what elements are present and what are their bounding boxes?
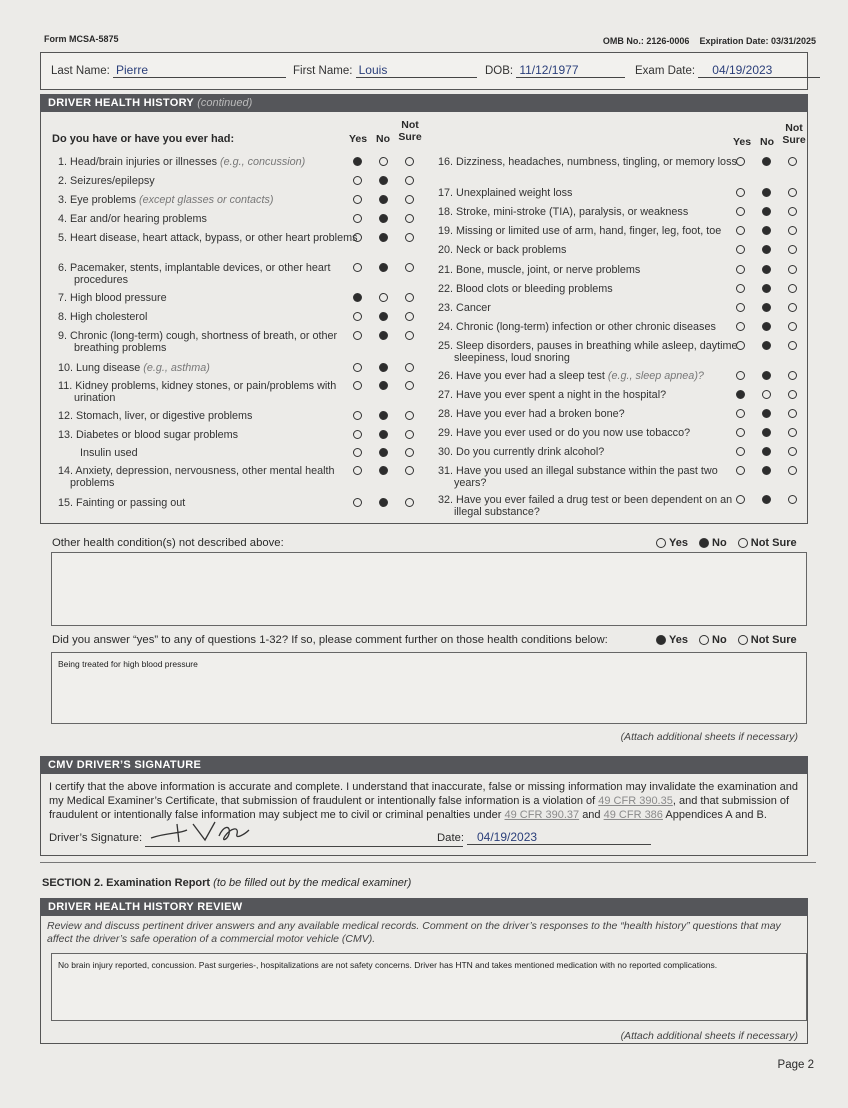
answer-notsure-radio[interactable] <box>405 448 414 457</box>
question-number: 9. <box>58 330 68 342</box>
cfr-390-35-link[interactable]: 49 CFR 390.35 <box>598 795 673 807</box>
answer-notsure-radio[interactable] <box>788 428 797 437</box>
signature-mark <box>149 820 259 846</box>
question-row <box>438 187 740 199</box>
answer-no-radio[interactable] <box>379 411 388 420</box>
question-row <box>58 292 356 304</box>
question-text: Heart disease, heart attack, bypass, or other heart problems <box>70 232 358 244</box>
answer-notsure-radio[interactable] <box>788 447 797 456</box>
answer-no-radio[interactable] <box>762 303 771 312</box>
answer-no-radio[interactable] <box>762 447 771 456</box>
question-text: Kidney problems, kidney stones, or pain/problems with urination <box>74 380 337 404</box>
answer-yes-radio[interactable] <box>353 498 362 507</box>
question-text: Have you ever failed a drug test or been dependent on an illegal substance? <box>454 494 733 518</box>
review-comment-text: No brain injury reported, concussion. Past surgeries-, hospitalizations are not safety concerns. Driver has HTN and takes mentioned medication with no reported complications. <box>58 960 718 970</box>
question-number: 17. <box>438 187 454 199</box>
question-number: 28. <box>438 408 454 420</box>
answer-no-radio[interactable] <box>762 157 771 166</box>
answer-no-radio[interactable] <box>762 322 771 331</box>
yes-comment-no-option[interactable]: No <box>699 634 727 646</box>
answer-notsure-radio[interactable] <box>405 312 414 321</box>
question-number: 2. <box>58 175 68 187</box>
question-number: 3. <box>58 194 68 206</box>
question-row <box>58 262 360 286</box>
question-text: High cholesterol <box>70 311 148 323</box>
answer-no-radio[interactable] <box>762 226 771 235</box>
answer-yes-radio[interactable] <box>353 157 362 166</box>
answer-yes-radio[interactable] <box>353 214 362 223</box>
question-row <box>438 206 740 218</box>
omb-number: OMB No.: 2126-0006 <box>602 36 690 46</box>
question-text: Head/brain injuries or illnesses <box>70 156 218 168</box>
question-row <box>438 244 740 256</box>
answer-yes-radio[interactable] <box>736 409 745 418</box>
answer-yes-radio[interactable] <box>353 195 362 204</box>
question-text: Insulin used <box>80 447 138 459</box>
question-row <box>58 213 356 225</box>
answer-no-radio[interactable] <box>762 245 771 254</box>
answer-yes-radio[interactable] <box>736 447 745 456</box>
other-condition-comment[interactable] <box>51 552 807 626</box>
answer-yes-radio[interactable] <box>736 495 745 504</box>
first-name-label: First Name: <box>293 65 353 77</box>
answer-yes-radio[interactable] <box>353 381 362 390</box>
question-row <box>438 494 744 518</box>
answer-no-radio[interactable] <box>379 381 388 390</box>
answer-yes-radio[interactable] <box>736 188 745 197</box>
col-not-left: Not <box>401 119 419 131</box>
question-row <box>58 156 356 168</box>
answer-no-radio[interactable] <box>762 495 771 504</box>
answer-notsure-radio[interactable] <box>788 390 797 399</box>
answer-notsure-radio[interactable] <box>405 233 414 242</box>
question-number: 14. <box>58 465 74 477</box>
review-comment-box[interactable] <box>51 953 807 1021</box>
answer-notsure-radio[interactable] <box>788 495 797 504</box>
col-yes-right: Yes <box>732 136 752 148</box>
omb-info <box>593 36 816 46</box>
question-row <box>438 302 740 314</box>
question-text: Cancer <box>456 302 491 314</box>
question-row <box>58 362 356 374</box>
answer-no-radio[interactable] <box>379 448 388 457</box>
question-row <box>58 410 356 422</box>
other-notsure-option[interactable]: Not Sure <box>738 537 797 549</box>
question-number: 21. <box>438 264 454 276</box>
question-number: 7. <box>58 292 68 304</box>
signature-line[interactable] <box>145 846 463 847</box>
answer-notsure-radio[interactable] <box>788 371 797 380</box>
question-text: Bone, muscle, joint, or nerve problems <box>456 264 641 276</box>
divider <box>40 862 816 863</box>
review-instructions: Review and discuss pertinent driver answers and any available medical records. Comment on the driver’s responses to the “health history” questions that may affect the driver’s safe operation of a commercial motor vehicle (CMV). <box>47 920 781 945</box>
answer-no-radio[interactable] <box>379 498 388 507</box>
question-row <box>58 311 356 323</box>
question-number: 20. <box>438 244 454 256</box>
col-notsure-left <box>394 119 426 143</box>
signature-date-field[interactable]: 04/19/2023 <box>467 830 651 845</box>
question-text: Have you ever had a broken bone? <box>456 408 625 420</box>
answer-no-radio[interactable] <box>379 312 388 321</box>
answer-yes-radio[interactable] <box>736 265 745 274</box>
question-row <box>438 446 740 458</box>
signature-header: CMV DRIVER’S SIGNATURE <box>40 756 808 774</box>
answer-yes-radio[interactable] <box>736 207 745 216</box>
health-history-header <box>40 94 808 112</box>
answer-notsure-radio[interactable] <box>788 207 797 216</box>
question-text: Stroke, mini-stroke (TIA), paralysis, or weakness <box>456 206 689 218</box>
expiration-date: Expiration Date: 03/31/2025 <box>699 36 816 46</box>
question-text: Seizures/epilepsy <box>70 175 155 187</box>
question-row <box>58 380 360 404</box>
question-number: 29. <box>438 427 454 439</box>
answer-notsure-radio[interactable] <box>405 363 414 372</box>
answer-no-radio[interactable] <box>379 176 388 185</box>
other-condition-options <box>648 537 797 551</box>
health-history-subtitle: (continued) <box>197 97 253 109</box>
question-text: Unexplained weight loss <box>456 187 573 199</box>
col-no-right: No <box>760 136 774 148</box>
question-number: 6. <box>58 262 68 274</box>
question-text: Dizziness, headaches, numbness, tingling, or memory loss <box>456 156 737 168</box>
question-text: Have you used an illegal substance within the past two years? <box>454 465 718 489</box>
answer-no-radio[interactable] <box>762 341 771 350</box>
question-number: 22. <box>438 283 454 295</box>
answer-notsure-radio[interactable] <box>788 341 797 350</box>
question-number: 10. <box>58 362 74 374</box>
answer-notsure-radio[interactable] <box>788 188 797 197</box>
last-name-field[interactable]: Pierre <box>113 63 286 78</box>
yes-comment-box[interactable] <box>51 652 807 724</box>
question-number: 25. <box>438 340 454 352</box>
question-text: High blood pressure <box>70 292 167 304</box>
question-number: 1. <box>58 156 68 168</box>
question-number: 15. <box>58 497 74 509</box>
question-row <box>438 408 740 420</box>
answer-no-radio[interactable] <box>762 466 771 475</box>
dob-label: DOB: <box>485 65 514 77</box>
answer-no-radio[interactable] <box>762 207 771 216</box>
answer-yes-radio[interactable] <box>353 363 362 372</box>
question-row <box>438 427 740 439</box>
answer-yes-radio[interactable] <box>736 466 745 475</box>
answer-yes-radio[interactable] <box>353 331 362 340</box>
question-row <box>438 264 740 276</box>
answer-no-radio[interactable] <box>762 428 771 437</box>
answer-no-radio[interactable] <box>762 390 771 399</box>
signature-box <box>40 774 808 856</box>
question-number: 13. <box>58 429 74 441</box>
question-hint: (e.g., sleep apnea)? <box>607 370 704 382</box>
yes-comment-text: Being treated for high blood pressure <box>58 659 198 669</box>
question-text: Chronic (long-term) infection or other chronic diseases <box>456 321 716 333</box>
radio-icon <box>738 538 748 548</box>
question-row <box>58 175 356 187</box>
question-row <box>438 225 740 237</box>
question-number: 5. <box>58 232 68 244</box>
answer-yes-radio[interactable] <box>353 233 362 242</box>
answer-no-radio[interactable] <box>379 214 388 223</box>
answer-no-radio[interactable] <box>379 293 388 302</box>
answer-notsure-radio[interactable] <box>405 214 414 223</box>
driver-id-box <box>40 52 808 90</box>
answer-notsure-radio[interactable] <box>405 263 414 272</box>
yes-comment-options <box>648 634 797 648</box>
answer-notsure-radio[interactable] <box>788 284 797 293</box>
radio-icon <box>699 635 709 645</box>
question-row <box>438 340 744 364</box>
date-label: Date: <box>437 832 465 844</box>
answer-yes-radio[interactable] <box>353 430 362 439</box>
answer-yes-radio[interactable] <box>736 428 745 437</box>
question-text: Do you currently drink alcohol? <box>456 446 605 458</box>
question-number: 8. <box>58 311 68 323</box>
attach-note-2: (Attach additional sheets if necessary) <box>620 1030 798 1042</box>
first-name-field[interactable]: Louis <box>356 63 477 78</box>
answer-no-radio[interactable] <box>379 466 388 475</box>
question-header: Do you have or have you ever had: <box>52 133 235 145</box>
answer-yes-radio[interactable] <box>736 157 745 166</box>
question-number: 18. <box>438 206 454 218</box>
section-2-title: SECTION 2. Examination Report (to be filled out by the medical examiner) <box>42 877 412 889</box>
answer-yes-radio[interactable] <box>736 284 745 293</box>
cfr-390-37-link[interactable]: 49 CFR 390.37 <box>504 809 580 821</box>
answer-notsure-radio[interactable] <box>788 265 797 274</box>
radio-icon <box>738 635 748 645</box>
question-text: Stomach, liver, or digestive problems <box>76 410 253 422</box>
answer-no-radio[interactable] <box>379 331 388 340</box>
answer-notsure-radio[interactable] <box>788 245 797 254</box>
question-text: Neck or back problems <box>456 244 567 256</box>
question-number: 30. <box>438 446 454 458</box>
col-yes-left: Yes <box>348 133 368 145</box>
exam-date-field[interactable]: 04/19/2023 <box>698 63 820 78</box>
answer-notsure-radio[interactable] <box>788 303 797 312</box>
answer-yes-radio[interactable] <box>353 293 362 302</box>
question-row <box>438 465 744 489</box>
answer-yes-radio[interactable] <box>736 322 745 331</box>
answer-notsure-radio[interactable] <box>788 157 797 166</box>
question-row <box>58 429 356 441</box>
answer-notsure-radio[interactable] <box>405 157 414 166</box>
question-number: 12. <box>58 410 74 422</box>
health-history-title: DRIVER HEALTH HISTORY <box>48 97 194 109</box>
question-row <box>438 321 740 333</box>
question-row <box>80 447 382 459</box>
dob-field[interactable]: 11/12/1977 <box>516 63 625 78</box>
question-hint: (e.g., concussion) <box>220 156 306 168</box>
question-row <box>58 330 360 354</box>
answer-no-radio[interactable] <box>379 263 388 272</box>
answer-no-radio[interactable] <box>379 157 388 166</box>
question-number: 31. <box>438 465 454 477</box>
answer-yes-radio[interactable] <box>736 341 745 350</box>
col-sure-right: Sure <box>782 134 806 146</box>
radio-icon <box>699 538 709 548</box>
col-sure-left: Sure <box>398 131 422 143</box>
question-row <box>58 497 356 509</box>
col-not-right: Not <box>785 122 803 134</box>
answer-notsure-radio[interactable] <box>405 381 414 390</box>
answer-no-radio[interactable] <box>379 363 388 372</box>
answer-no-radio[interactable] <box>379 195 388 204</box>
answer-yes-radio[interactable] <box>353 466 362 475</box>
question-row <box>58 465 356 489</box>
answer-yes-radio[interactable] <box>353 263 362 272</box>
certification-text: I certify that the above information is accurate and complete. I understand that inaccurate, false or missing information may invalidate the examination and my Medical Examiner’s Certificate, that submission of fraudulent or intentionally false information is a violation of 49 CFR 390.35, and that submission of fraudulent or intentionally false information may subject me to civil or criminal penalties under 49 CFR 390.37 and 49 CFR 386 Appendices A and B. <box>49 781 799 821</box>
radio-icon <box>656 635 666 645</box>
question-row <box>438 283 740 295</box>
yes-comment-label: Did you answer “yes” to any of questions 1-32? If so, please comment further on those health conditions below: <box>52 634 608 646</box>
question-text: Sleep disorders, pauses in breathing while asleep, daytime sleepiness, loud snoring <box>454 340 738 364</box>
question-hint: (e.g., asthma) <box>143 362 210 374</box>
answer-no-radio[interactable] <box>379 233 388 242</box>
answer-no-radio[interactable] <box>762 284 771 293</box>
answer-no-radio[interactable] <box>762 265 771 274</box>
answer-yes-radio[interactable] <box>353 312 362 321</box>
question-text: Have you ever used or do you now use tobacco? <box>456 427 691 439</box>
question-text: Have you ever had a sleep test <box>456 370 605 382</box>
answer-yes-radio[interactable] <box>353 448 362 457</box>
other-yes-option[interactable]: Yes <box>656 537 688 549</box>
question-number: 24. <box>438 321 454 333</box>
answer-notsure-radio[interactable] <box>405 331 414 340</box>
answer-notsure-radio[interactable] <box>788 226 797 235</box>
col-notsure-right <box>778 122 810 146</box>
answer-notsure-radio[interactable] <box>788 409 797 418</box>
question-row <box>438 156 744 168</box>
question-text: Eye problems <box>70 194 137 206</box>
answer-notsure-radio[interactable] <box>405 430 414 439</box>
answer-notsure-radio[interactable] <box>405 176 414 185</box>
yes-comment-yes-option[interactable]: Yes <box>656 634 688 646</box>
radio-icon <box>656 538 666 548</box>
answer-notsure-radio[interactable] <box>788 466 797 475</box>
signature-label: Driver’s Signature: <box>49 832 143 844</box>
answer-yes-radio[interactable] <box>736 371 745 380</box>
question-number: 32. <box>438 494 454 506</box>
answer-no-radio[interactable] <box>379 430 388 439</box>
answer-yes-radio[interactable] <box>736 390 745 399</box>
col-no-left: No <box>376 133 390 145</box>
question-text: Pacemaker, stents, implantable devices, or other heart procedures <box>70 262 331 286</box>
question-number: 23. <box>438 302 454 314</box>
question-number: 26. <box>438 370 454 382</box>
question-text: Have you ever spent a night in the hospital? <box>456 389 667 401</box>
answer-notsure-radio[interactable] <box>405 195 414 204</box>
question-row <box>58 194 356 206</box>
cfr-386-link[interactable]: 49 CFR 386 <box>603 809 663 821</box>
answer-yes-radio[interactable] <box>353 176 362 185</box>
question-text: Anxiety, depression, nervousness, other mental health problems <box>70 465 335 489</box>
answer-yes-radio[interactable] <box>736 303 745 312</box>
answer-notsure-radio[interactable] <box>405 466 414 475</box>
page-number: Page 2 <box>777 1059 814 1071</box>
question-hint: (except glasses or contacts) <box>139 194 274 206</box>
answer-notsure-radio[interactable] <box>405 411 414 420</box>
question-row <box>58 232 360 244</box>
attach-note-1: (Attach additional sheets if necessary) <box>620 731 798 743</box>
review-header: DRIVER HEALTH HISTORY REVIEW <box>40 898 808 916</box>
answer-yes-radio[interactable] <box>736 226 745 235</box>
question-number: 11. <box>58 380 73 392</box>
other-condition-label: Other health condition(s) not described above: <box>52 537 284 549</box>
question-number: 4. <box>58 213 68 225</box>
question-text: Lung disease <box>76 362 141 374</box>
form-name: Form MCSA-5875 <box>44 34 119 44</box>
question-number: 27. <box>438 389 454 401</box>
answer-notsure-radio[interactable] <box>788 322 797 331</box>
question-text: Missing or limited use of arm, hand, finger, leg, foot, toe <box>456 225 722 237</box>
answer-yes-radio[interactable] <box>353 411 362 420</box>
answer-notsure-radio[interactable] <box>405 293 414 302</box>
answer-notsure-radio[interactable] <box>405 498 414 507</box>
answer-no-radio[interactable] <box>762 371 771 380</box>
question-text: Diabetes or blood sugar problems <box>76 429 239 441</box>
question-row <box>438 389 740 401</box>
question-text: Fainting or passing out <box>76 497 186 509</box>
question-text: Ear and/or hearing problems <box>70 213 207 225</box>
question-text: Blood clots or bleeding problems <box>456 283 613 295</box>
answer-no-radio[interactable] <box>762 409 771 418</box>
yes-comment-notsure-option[interactable]: Not Sure <box>738 634 797 646</box>
question-row <box>438 370 740 382</box>
other-no-option[interactable]: No <box>699 537 727 549</box>
question-number: 19. <box>438 225 454 237</box>
question-text: Chronic (long-term) cough, shortness of breath, or other breathing problems <box>70 330 338 354</box>
last-name-label: Last Name: <box>51 65 110 77</box>
answer-yes-radio[interactable] <box>736 245 745 254</box>
question-number: 16. <box>438 156 454 168</box>
exam-date-label: Exam Date: <box>635 65 696 77</box>
answer-no-radio[interactable] <box>762 188 771 197</box>
